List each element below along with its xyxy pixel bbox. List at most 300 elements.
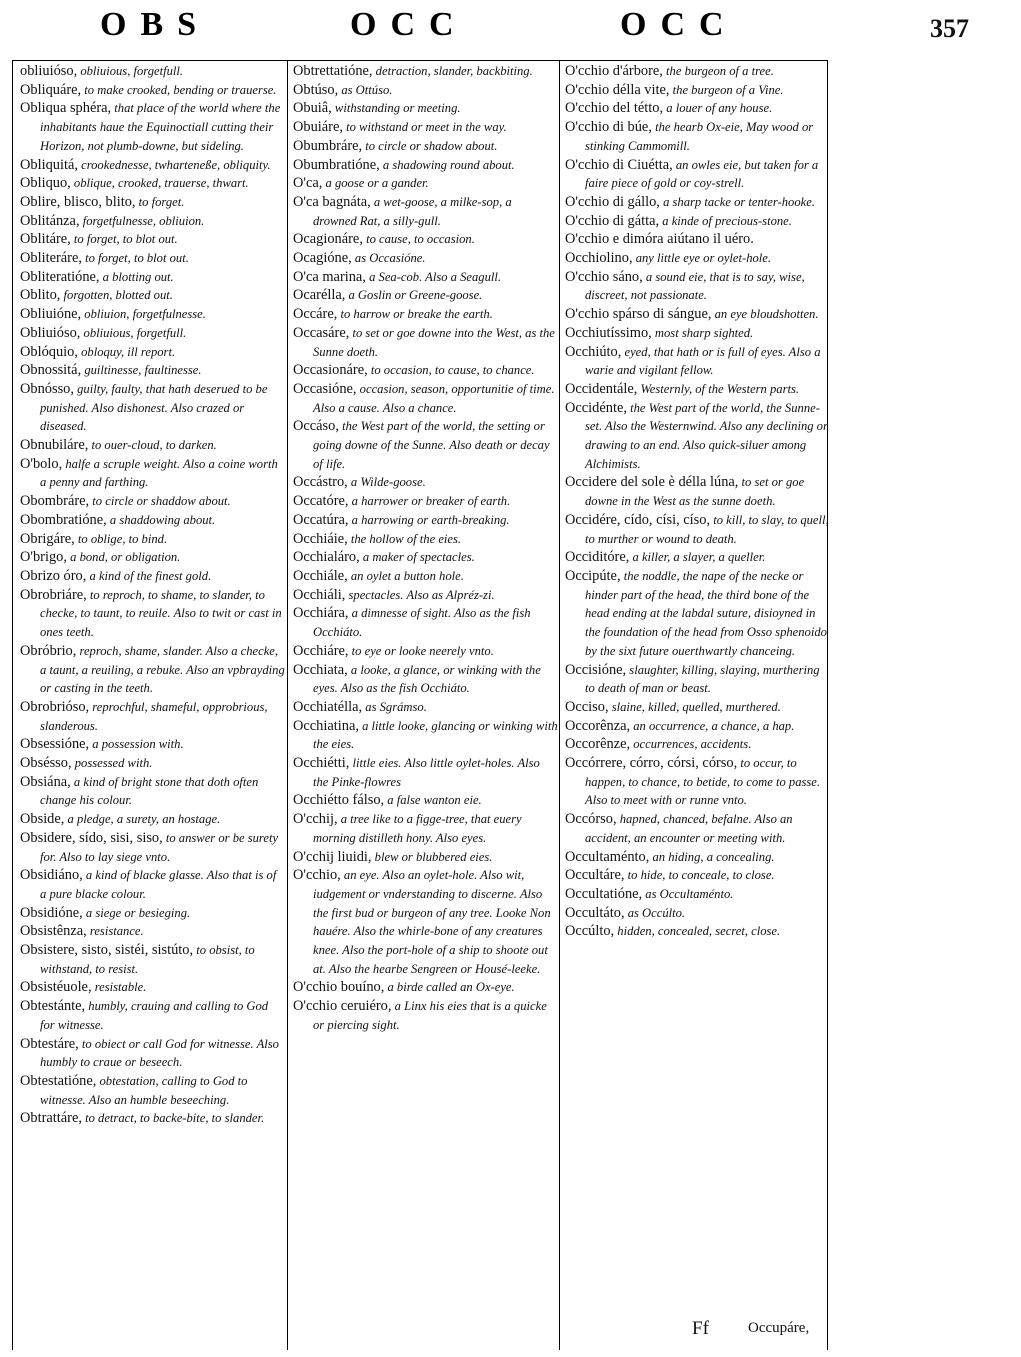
headword: Oblitánza,: [20, 212, 80, 229]
definition: to make crooked, bending or trauerse.: [81, 82, 277, 97]
definition: the West part of the world, the Sunne-set. Also the Westernwind. Also any declining or drawing to an end. Also quick-siluer among Alchimists.: [585, 400, 828, 471]
headword: O'ca,: [293, 175, 323, 192]
definition: possessed with.: [71, 756, 153, 771]
dictionary-entry: [565, 473, 830, 510]
headword: Oblóquio,: [20, 343, 78, 360]
dictionary-entry: [293, 754, 558, 791]
definition: crookednesse, twharteneße, obliquity.: [77, 157, 271, 172]
definition: a pledge, a surety, an hostage.: [64, 812, 221, 827]
headword: Occhiatina,: [293, 717, 359, 734]
definition: spectacles. Also as Alpréz-zi.: [345, 587, 495, 602]
definition: to circle or shaddow about.: [89, 494, 231, 509]
definition: an eye bloudshotten.: [711, 307, 819, 322]
headword: Occidére, cído, císi, císo,: [565, 511, 711, 528]
definition: resistable.: [91, 980, 147, 995]
definition: obliuious, forgetfull.: [77, 64, 184, 78]
headword: Obtestatióne,: [20, 1072, 97, 1089]
definition: a dimnesse of sight. Also as the fish Occhiáto.: [313, 606, 531, 640]
headword: Obrigáre,: [20, 530, 75, 547]
dictionary-entry: [20, 904, 285, 923]
definition: as Occultaménto.: [642, 886, 734, 901]
definition: a wet-goose, a milke-sop, a drowned Rat, a silly-gull.: [313, 194, 512, 228]
dictionary-entry: [565, 698, 830, 717]
dictionary-entry: [293, 511, 558, 530]
definition: an oylet a button hole.: [347, 568, 464, 583]
definition: that place of the world where the inhabitants haue the Equinoctiall cutting their Horizon, not plumb-downe, but sideling.: [40, 101, 281, 153]
column-rule: [559, 60, 560, 1350]
dictionary-entry: [20, 997, 285, 1034]
dictionary-entry: [293, 530, 558, 549]
dictionary-entry: [565, 62, 830, 81]
definition: a kind of the finest gold.: [86, 568, 212, 583]
headword: Obtestánte,: [20, 998, 86, 1015]
headword: Obrizo óro,: [20, 567, 87, 584]
definition: an owles eie, but taken for a faire piece of gold or coy-strell.: [585, 157, 819, 191]
definition: to ouer-cloud, to darken.: [88, 438, 217, 453]
dictionary-entry: [565, 848, 830, 867]
definition: to hide, to conceale, to close.: [624, 868, 775, 883]
dictionary-entry: [293, 548, 558, 567]
dictionary-entry: [20, 174, 285, 193]
headword: Occidénte,: [565, 399, 627, 416]
dictionary-entry: [293, 866, 558, 978]
definition: slaughter, killing, slaying, murthering to death of man or beast.: [585, 662, 820, 696]
definition: to eye or looke neerely vnto.: [348, 643, 494, 658]
definition: to cause, to occasion.: [362, 232, 475, 247]
dictionary-entry: [293, 62, 558, 81]
definition: a Linx his eies that is a quicke or piercing sight.: [313, 999, 547, 1032]
dictionary-entry: [565, 548, 830, 567]
headword: Obliteratióne,: [20, 268, 100, 285]
headword: Obside,: [20, 811, 65, 828]
definition: to kill, to slay, to quell, to murther or wound to death.: [585, 512, 829, 546]
headword: Obrobrióso,: [20, 698, 90, 715]
definition: an eye. Also an oylet-hole. Also wit, iudgement or vnderstanding to discerne. Also the first bud or burgeon of any tree. Looke Non hauére. Also the whirle-bone of any creatures knee. Also the port-hole of a ship to shoote out at. Also the hearbe Sengreen or Housé-leeke.: [313, 868, 551, 976]
headword: Occhiále,: [293, 567, 348, 584]
headword: Obliuióso,: [20, 324, 81, 341]
headword: Obombratióne,: [20, 511, 107, 528]
headword: Occhiáie,: [293, 530, 348, 547]
dictionary-entry: [293, 324, 558, 361]
definition: a kinde of precious-stone.: [659, 213, 792, 228]
headword: O'cchij,: [293, 811, 338, 828]
dictionary-entry: [20, 286, 285, 305]
headword: O'cchio di gátta,: [565, 212, 660, 229]
definition: occasion, season, opportunitie of time. Also a cause. Also a chance.: [313, 381, 555, 415]
definition: reproch, shame, slander. Also a checke, a taunt, a reuiling, a rebuke. Also an vpbrayding or casting in the teeth.: [40, 643, 285, 696]
headword: Occáre,: [293, 306, 338, 323]
definition: to circle or shadow about.: [362, 138, 498, 153]
dictionary-entry: [565, 193, 830, 212]
definition: obloquy, ill report.: [77, 344, 176, 359]
dictionary-entry: [20, 156, 285, 175]
definition: forgetfulnesse, obliuion.: [79, 213, 205, 228]
definition: obtestation, calling to God to witnesse. Also an humble beseeching.: [40, 1073, 248, 1107]
page-number: 357: [930, 14, 969, 43]
headword: Occorênza,: [565, 717, 631, 734]
headword: Occultáre,: [565, 867, 625, 884]
headword: Occisióne,: [565, 661, 627, 678]
headword: Occhiatélla,: [293, 698, 363, 715]
headword: Occhiára,: [293, 605, 349, 622]
dictionary-entry: [20, 193, 285, 212]
running-head-left: OBS: [100, 6, 211, 43]
definition: to obiect or call God for witnesse. Also humbly to craue or beseech.: [40, 1036, 279, 1070]
definition: a bond, or obligation.: [66, 550, 181, 565]
definition: the noddle, the nape of the necke or hinder part of the head, the third bone of the head ending at the labdal suture, disioyned in the foundation of the head from Osso sphenoido by the sixt future ouerthwartly chanceing.: [585, 568, 827, 658]
headword: O'cchio spárso di sángue,: [565, 306, 712, 323]
headword: Occhiáli,: [293, 586, 346, 603]
definition: to forget, to blot out.: [70, 232, 178, 247]
dictionary-entry: [565, 380, 830, 399]
dictionary-entry: [293, 997, 558, 1034]
dictionary-entry: [20, 212, 285, 231]
definition: a shadowing round about.: [379, 157, 515, 172]
headword: Occórso,: [565, 811, 617, 828]
headword: O'bolo,: [20, 455, 63, 472]
dictionary-entry: [20, 492, 285, 511]
headword: Oblito,: [20, 287, 61, 304]
headword: Occhiétti,: [293, 755, 350, 772]
definition: slaine, killed, quelled, murthered.: [608, 699, 781, 714]
headword: Occatóre,: [293, 493, 349, 510]
headword: Occiditóre,: [565, 549, 630, 566]
definition: a goose or a gander.: [322, 176, 429, 191]
headword: Occástro,: [293, 474, 348, 491]
dictionary-entry: [565, 904, 830, 923]
dictionary-entry: [20, 230, 285, 249]
headword: Obtrattáre,: [20, 1110, 82, 1127]
dictionary-entry: [20, 324, 285, 343]
headword: O'brigo,: [20, 549, 67, 566]
definition: to answer or be surety for. Also to lay siege vnto.: [40, 830, 279, 864]
definition: an hiding, a concealing.: [649, 849, 775, 864]
dictionary-entry: [20, 548, 285, 567]
dictionary-entry: [293, 417, 558, 473]
dictionary-entry: [293, 137, 558, 156]
dictionary-entry: [565, 118, 830, 155]
dictionary-entry: [293, 791, 558, 810]
dictionary-entry: [565, 661, 830, 698]
dictionary-entry: [293, 230, 558, 249]
definition: eyed, that hath or is full of eyes. Also a warie and vigilant fellow.: [585, 344, 821, 378]
headword: Obombráre,: [20, 493, 90, 510]
headword: Ocarélla,: [293, 287, 346, 304]
headword: Obumbráre,: [293, 137, 363, 154]
dictionary-entry: [565, 717, 830, 736]
headword: Obsistênza,: [20, 923, 87, 940]
headword: Occhialáro,: [293, 549, 360, 566]
definition: a blotting out.: [99, 269, 174, 284]
headword: O'cchio del tétto,: [565, 100, 664, 117]
definition: to set or goe downe in the West as the sunne doeth.: [585, 475, 805, 509]
definition: the West part of the world, the setting or going downe of the Sunne. Also death or decay of life.: [313, 419, 550, 471]
definition: a shaddowing about.: [106, 512, 216, 527]
dictionary-entry: [565, 735, 830, 754]
headword: Obnósso,: [20, 380, 74, 397]
definition: a Sea-cob. Also a Seagull.: [365, 269, 502, 284]
headword: Occultatióne,: [565, 885, 643, 902]
definition: blew or blubbered eies.: [371, 849, 493, 864]
headword: Obnubiláre,: [20, 437, 89, 454]
dictionary-column-2: [293, 62, 558, 1332]
dictionary-entry: [20, 380, 285, 436]
definition: oblique, crooked, trauerse, thwart.: [70, 176, 249, 191]
headword: Occúlto,: [565, 923, 615, 940]
definition: hidden, concealed, secret, close.: [614, 924, 781, 939]
dictionary-entry: [20, 642, 285, 698]
definition: obliuious, forgetfull.: [80, 325, 187, 340]
column-rule: [287, 60, 288, 1350]
headword: Obuiâ,: [293, 100, 332, 117]
dictionary-entry: [20, 829, 285, 866]
dictionary-entry: [293, 586, 558, 605]
dictionary-entry: [20, 511, 285, 530]
dictionary-entry: [20, 530, 285, 549]
definition: a kind of bright stone that doth often change his colour.: [40, 774, 259, 808]
definition: as Occúlto.: [624, 905, 686, 920]
dictionary-entry: [565, 212, 830, 231]
headword: Obtrettatióne,: [293, 63, 373, 79]
headword: Obsiána,: [20, 773, 71, 790]
dictionary-entry: [293, 305, 558, 324]
dictionary-entry: [20, 99, 285, 155]
dictionary-entry: [20, 81, 285, 100]
dictionary-entry: [20, 1035, 285, 1072]
dictionary-entry: [565, 754, 830, 810]
dictionary-entry: [565, 567, 830, 661]
dictionary-entry: [20, 754, 285, 773]
definition: resistance.: [86, 924, 144, 939]
dictionary-entry: [565, 922, 830, 941]
definition: guilty, faulty, that hath deserued to be punished. Also dishonest. Also crazed or diseased.: [40, 381, 268, 434]
dictionary-entry: [20, 249, 285, 268]
headword: O'cchio di gállo,: [565, 193, 660, 210]
dictionary-entry: [565, 99, 830, 118]
dictionary-entry: [20, 343, 285, 362]
dictionary-entry: [20, 1109, 285, 1128]
headword: Occórrere, córro, córsi, córso,: [565, 755, 738, 772]
definition: to forget.: [135, 194, 185, 209]
dictionary-entry: [293, 193, 558, 230]
dictionary-entry: [565, 399, 830, 474]
definition: a false wanton eie.: [384, 793, 482, 808]
headword: O'cchio di Ciuétta,: [565, 156, 673, 173]
definition: halfe a scruple weight. Also a coine worth a penny and farthing.: [40, 456, 278, 490]
definition: to reproch, to shame, to slander, to checke, to taunt, to reuile. Also to twit or cast in ones teeth.: [40, 587, 282, 640]
headword: Obróbrio,: [20, 642, 77, 659]
headword: Occhiolino,: [565, 250, 633, 267]
headword: Occhiúto,: [565, 343, 622, 360]
definition: the burgeon of a Vine.: [669, 82, 784, 97]
headword: Occasáre,: [293, 324, 350, 341]
headword: O'cchio,: [293, 867, 341, 884]
definition: Westernly, of the Western parts.: [637, 381, 800, 396]
definition: an occurrence, a chance, a hap.: [630, 718, 795, 733]
running-head-right: OCC: [620, 6, 738, 43]
headword: Occiso,: [565, 698, 609, 715]
dictionary-entry: [20, 866, 285, 903]
definition: to occasion, to cause, to chance.: [367, 363, 535, 378]
dictionary-entry: [565, 268, 830, 305]
definition: withstanding or meeting.: [331, 101, 461, 116]
dictionary-entry: [20, 586, 285, 642]
dictionary-entry: [20, 941, 285, 978]
dictionary-entry: [293, 174, 558, 193]
headword: O'cchio di búe,: [565, 119, 652, 136]
headword: Obuiáre,: [293, 119, 343, 136]
headword: Occidere del sole è délla lúna,: [565, 474, 739, 491]
headword: Obtestáre,: [20, 1035, 79, 1052]
definition: as Ottúso.: [338, 82, 393, 97]
definition: forgotten, blotted out.: [60, 288, 173, 303]
dictionary-entry: [293, 661, 558, 698]
headword: O'cchio délla vite,: [565, 81, 670, 98]
definition: a sharp tacke or tenter-hooke.: [659, 194, 815, 209]
headword: O'cchio d'árbore,: [565, 63, 663, 79]
headword: Obsidiáno,: [20, 867, 83, 884]
headword: Obsistere, sisto, sistéi, sistúto,: [20, 942, 194, 959]
dictionary-entry: [20, 1072, 285, 1109]
headword: Oblitáre,: [20, 231, 71, 248]
dictionary-entry: [293, 249, 558, 268]
headword: Occipúte,: [565, 567, 621, 584]
dictionary-entry: [293, 848, 558, 867]
definition: a birde called an Ox-eye.: [384, 980, 515, 995]
definition: guiltinesse, faultinesse.: [81, 363, 202, 378]
headword: Obrobriáre,: [20, 586, 87, 603]
dictionary-entry: [293, 361, 558, 380]
definition: a louer of any house.: [663, 101, 773, 116]
dictionary-entry: [293, 810, 558, 847]
definition: reprochful, shameful, opprobrious, slanderous.: [40, 699, 268, 733]
headword: O'cchio bouíno,: [293, 979, 385, 996]
headword: Obsidere, sído, sisi, siso,: [20, 829, 163, 846]
definition: any little eye or oylet-hole.: [632, 251, 772, 266]
definition: as Sgrámso.: [362, 699, 427, 714]
definition: to oblige, to bind.: [74, 531, 168, 546]
dictionary-entry: [20, 922, 285, 941]
dictionary-entry: [565, 810, 830, 847]
definition: as Occasióne.: [351, 251, 426, 266]
headword: Obliteráre,: [20, 250, 82, 267]
dictionary-entry: [293, 698, 558, 717]
dictionary-entry: [20, 436, 285, 455]
headword: Obsidióne,: [20, 904, 83, 921]
dictionary-entry: [293, 473, 558, 492]
dictionary-entry: [20, 305, 285, 324]
definition: a little looke, glancing or winking with the eies.: [313, 718, 558, 752]
definition: a sound eie, that is to say, wise, discreet, not passionate.: [585, 269, 805, 303]
definition: a possession with.: [89, 737, 184, 752]
dictionary-entry: [565, 156, 830, 193]
headword: Obliquáre,: [20, 81, 82, 98]
definition: to harrow or breake the earth.: [337, 307, 493, 322]
definition: to set or goe downe into the West, as the Sunne doeth.: [313, 325, 555, 359]
dictionary-entry: [20, 773, 285, 810]
dictionary-column-3: [565, 62, 830, 1312]
definition: a siege or besieging.: [82, 905, 191, 920]
dictionary-entry: [293, 717, 558, 754]
headword: O'cchij liuidi,: [293, 848, 372, 865]
definition: the hollow of the eies.: [347, 531, 462, 546]
definition: humbly, crauing and calling to God for witnesse.: [40, 999, 269, 1032]
headword: O'cchio e dimóra aiútano il uéro.: [565, 231, 754, 248]
headword: Obumbratióne,: [293, 156, 380, 173]
dictionary-entry: [565, 81, 830, 100]
headword: O'ca marina,: [293, 268, 366, 285]
headword: Occasióne,: [293, 380, 357, 397]
dictionary-column-1: [20, 62, 285, 1347]
dictionary-entry: [20, 810, 285, 829]
definition: a harrower or breaker of earth.: [348, 494, 511, 509]
dictionary-entry: [293, 156, 558, 175]
dictionary-entry: [293, 604, 558, 641]
headword: Occhiétto fálso,: [293, 792, 385, 809]
headword: Oblire, blisco, blito,: [20, 193, 136, 210]
dictionary-entry: [293, 268, 558, 287]
headword: O'cchio ceruiéro,: [293, 998, 392, 1015]
definition: a maker of spectacles.: [359, 550, 475, 565]
dictionary-entry: [20, 978, 285, 997]
definition: to withstand or meet in the way.: [342, 120, 507, 135]
dictionary-entry: [565, 305, 830, 324]
dictionary-entry: [20, 62, 285, 81]
headword: Occatúra,: [293, 511, 349, 528]
dictionary-entry: [20, 698, 285, 735]
definition: a tree like to a figge-tree, that euery morning distilleth hony. Also eyes.: [313, 812, 522, 845]
headword: Occidentále,: [565, 380, 638, 397]
definition: a harrowing or earth-breaking.: [348, 512, 510, 527]
definition: a looke, a glance, or winking with the eyes. Also as the fish Occhiáto.: [313, 662, 541, 696]
definition: to detract, to backe-bite, to slander.: [81, 1111, 265, 1126]
definition: hapned, chanced, befalne. Also an accident, an encounter or meeting with.: [585, 812, 793, 845]
definition: to occur, to happen, to chance, to betide, to come to passe. Also to meet with or runne vnto.: [585, 756, 821, 808]
definition: the hearb Ox-eie, May wood or stinking Cammomill.: [585, 120, 814, 153]
definition: a kind of blacke glasse. Also that is of a pure blacke colour.: [40, 868, 277, 901]
dictionary-entry: [293, 380, 558, 417]
headword: Obsésso,: [20, 755, 72, 772]
dictionary-entry: [565, 885, 830, 904]
definition: a Goslin or Greene-goose.: [345, 288, 483, 303]
header-rule: [12, 60, 827, 61]
definition: the burgeon of a tree.: [662, 64, 774, 78]
dictionary-entry: [293, 99, 558, 118]
headword: Occhiáre,: [293, 642, 349, 659]
headword: Obnossitá,: [20, 362, 82, 379]
definition: detraction, slander, backbiting.: [372, 64, 533, 78]
dictionary-entry: [565, 866, 830, 885]
dictionary-entry: [293, 567, 558, 586]
dictionary-entry: [20, 735, 285, 754]
headword: Occultáto,: [565, 904, 625, 921]
headword: Occhiata,: [293, 661, 348, 678]
headword: Obliquitá,: [20, 156, 78, 173]
headword: Ocagionáre,: [293, 231, 363, 248]
headword: Occultaménto,: [565, 848, 650, 865]
dictionary-entry: [565, 324, 830, 343]
headword: obliuióso,: [20, 63, 78, 79]
headword: Obliuióne,: [20, 306, 82, 323]
dictionary-entry: [565, 343, 830, 380]
dictionary-entry: [293, 81, 558, 100]
headword: Occasionáre,: [293, 362, 368, 379]
dictionary-entry: [20, 361, 285, 380]
headword: Occhiutíssimo,: [565, 324, 652, 341]
column-rule: [12, 60, 13, 1350]
dictionary-entry: [20, 455, 285, 492]
dictionary-entry: [293, 642, 558, 661]
